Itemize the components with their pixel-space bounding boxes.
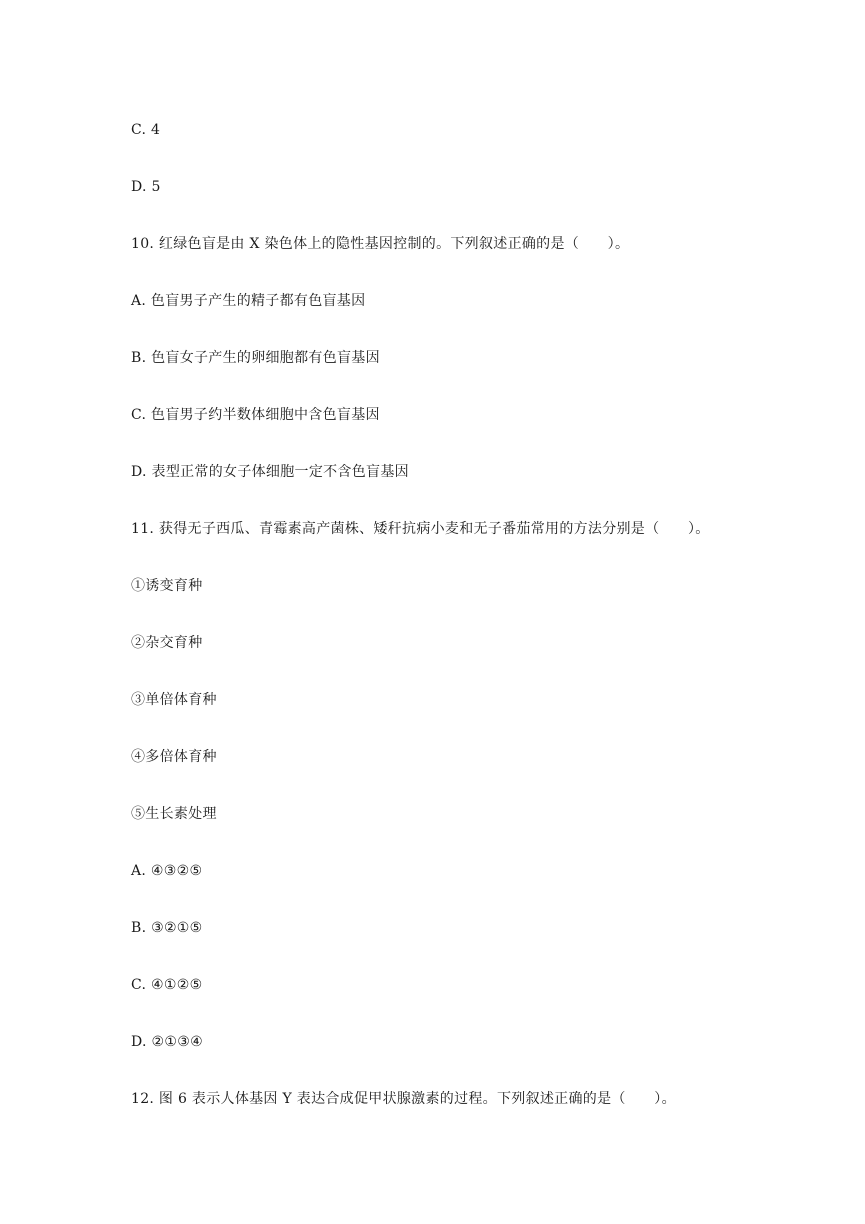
q10-option-a: A. 色盲男子产生的精子都有色盲基因 — [131, 293, 366, 309]
q11-option-c: C. ④①②⑤ — [131, 977, 203, 993]
q10-option-b: B. 色盲女子产生的卵细胞都有色盲基因 — [131, 350, 380, 366]
q11-method-4: ④多倍体育种 — [131, 749, 217, 765]
q9-option-c: C. 4 — [131, 122, 161, 138]
q10-stem: 10. 红绿色盲是由 X 染色体上的隐性基因控制的。下列叙述正确的是（ ）。 — [131, 236, 630, 252]
q11-option-a: A. ④③②⑤ — [131, 863, 203, 879]
q12-stem: 12. 图 6 表示人体基因 Y 表达合成促甲状腺激素的过程。下列叙述正确的是（ ）。 — [131, 1091, 676, 1107]
q11-method-2: ②杂交育种 — [131, 635, 203, 651]
q10-option-d: D. 表型正常的女子体细胞一定不含色盲基因 — [131, 464, 409, 480]
q11-method-1: ①诱变育种 — [131, 578, 203, 594]
q11-option-d: D. ②①③④ — [131, 1034, 203, 1050]
q11-option-b: B. ③②①⑤ — [131, 920, 203, 936]
q9-option-d: D. 5 — [131, 179, 161, 195]
q11-stem: 11. 获得无子西瓜、青霉素高产菌株、矮秆抗病小麦和无子番茄常用的方法分别是（ ）。 — [131, 521, 710, 537]
q11-method-3: ③单倍体育种 — [131, 692, 217, 708]
q10-option-c: C. 色盲男子约半数体细胞中含色盲基因 — [131, 407, 380, 423]
q11-method-5: ⑤生长素处理 — [131, 806, 217, 822]
